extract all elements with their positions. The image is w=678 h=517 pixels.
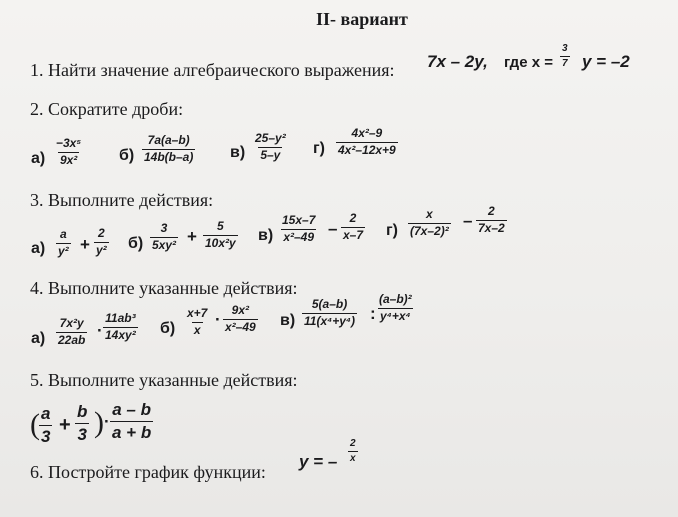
task2-a-label: а) <box>31 150 46 167</box>
task3-b1-denominator: 5xy² <box>152 237 177 252</box>
task2-d-denominator: 4x²–12x+9 <box>338 142 396 157</box>
task3-b2-numerator: 5 <box>217 219 224 233</box>
task5-f2-numerator: b <box>77 402 88 421</box>
task4-a2-numerator: 11ab³ <box>105 311 136 325</box>
task3-a2-numerator: 2 <box>97 226 105 240</box>
task4-a-label: а) <box>31 330 46 347</box>
task4-c1-denominator: 11(x⁴+y⁴) <box>304 313 356 328</box>
task3-d1-numerator: x <box>426 207 433 221</box>
task3-c-fraction-2 <box>341 212 365 243</box>
task4-c-label: в) <box>280 312 296 329</box>
task3-a2-denominator: y² <box>96 242 107 257</box>
task2-a-fraction <box>54 137 83 168</box>
task5-fraction-2 <box>75 402 89 444</box>
task3-b-label: б) <box>128 235 144 252</box>
task1-expression: 7x – 2y, <box>427 52 488 71</box>
task3-b-operator: + <box>187 227 197 246</box>
task3-d2-numerator: 2 <box>488 204 495 218</box>
task3-d1-denominator: (7x–2)² <box>410 223 449 238</box>
task3-d2-denominator: 7x–2 <box>478 220 505 235</box>
task3-b1-numerator: 3 <box>160 221 168 235</box>
task4-a1-denominator: 22ab <box>58 332 86 347</box>
task3-a1-numerator: a <box>59 227 67 241</box>
task4-a1-numerator: 7x²y <box>59 316 84 330</box>
task2-d-label: г) <box>313 140 325 157</box>
task1-text: 1. Найти значение алгебраического выражения: <box>30 60 395 80</box>
task3-a-fraction-1 <box>56 228 71 259</box>
task5-text: 5. Выполните указанные действия: <box>30 370 298 390</box>
task4-b1-numerator: x+7 <box>187 306 208 320</box>
task2-b-fraction <box>142 134 195 165</box>
task2-text: 2. Сократите дроби: <box>30 99 184 119</box>
task4-b-label: б) <box>160 320 176 337</box>
task3-d-fraction-2 <box>476 205 507 236</box>
task3-d-label: г) <box>386 222 398 239</box>
task2-d-fraction <box>336 127 398 158</box>
task4-b2-numerator: 9x² <box>231 303 250 317</box>
task1-x-fraction <box>560 43 570 69</box>
task3-a-operator: + <box>80 235 90 254</box>
task4-c2-numerator: (a–b)² <box>379 292 412 306</box>
task4-b-fraction-2 <box>223 304 258 335</box>
task1-x-numerator: 3 <box>562 43 568 54</box>
task5-f1-denominator: 3 <box>41 426 51 446</box>
task4-b1-denominator: x <box>193 322 201 337</box>
task6-lhs: y = – <box>299 452 338 471</box>
task3-c-fraction-1 <box>280 214 317 245</box>
task3-c2-denominator: x–7 <box>343 227 364 242</box>
task5-f3-numerator: a – b <box>112 400 151 419</box>
task3-a1-denominator: y² <box>58 243 69 258</box>
task2-c-numerator: 25–y² <box>255 131 286 145</box>
task4-a2-denominator: 14xy² <box>105 327 136 342</box>
task2-c-label: в) <box>230 144 246 161</box>
task2-c-denominator: 5–y <box>260 147 281 162</box>
task3-c-operator: – <box>328 219 338 238</box>
task5-close-paren: ) <box>94 406 104 439</box>
task4-a-fraction-1 <box>56 317 87 348</box>
task4-c-fraction-1 <box>302 298 357 329</box>
task1-y-value: y = –2 <box>582 52 630 71</box>
task5-f1-numerator: a <box>41 404 51 423</box>
task4-b-fraction-1 <box>185 307 209 338</box>
task3-a-label: а) <box>31 240 46 257</box>
task4-c1-numerator: 5(a–b) <box>311 297 348 311</box>
task3-c1-denominator: x²–49 <box>283 229 315 244</box>
task2-b-numerator: 7a(a–b) <box>147 133 190 147</box>
task4-a-operator: · <box>97 321 103 340</box>
task3-b-fraction-2 <box>203 220 238 251</box>
task5-fraction-1 <box>39 404 52 446</box>
task4-c-operator: : <box>370 304 376 323</box>
task3-c1-numerator: 15x–7 <box>282 213 316 227</box>
task6-text: 6. Постройте график функции: <box>30 462 266 482</box>
task4-a-fraction-2 <box>103 312 138 343</box>
task6-numerator: 2 <box>350 438 356 449</box>
task4-b2-denominator: x²–49 <box>225 319 256 334</box>
task3-c2-numerator: 2 <box>349 211 357 225</box>
variant-title: II- вариант <box>316 9 408 29</box>
task2-a-numerator: −3x⁵ <box>56 136 82 150</box>
task5-open-paren: ( <box>30 408 40 441</box>
task3-d-operator: – <box>463 211 473 230</box>
task5-dot-operator: · <box>104 412 110 431</box>
task4-text: 4. Выполните указанные действия: <box>30 278 298 298</box>
task3-d-fraction-1 <box>408 208 451 239</box>
task2-b-denominator: 14b(b–a) <box>144 149 194 164</box>
task6-fraction <box>348 438 358 464</box>
task2-a-denominator: 9x² <box>59 152 78 167</box>
task3-a-fraction-2 <box>94 227 109 258</box>
task5-plus-operator: + <box>59 414 71 436</box>
task5-f2-denominator: 3 <box>77 424 87 444</box>
task2-b-label: б) <box>119 147 135 164</box>
task3-b2-denominator: 10x²y <box>205 235 236 250</box>
task3-b-fraction-1 <box>150 222 178 253</box>
task1-where: где x = <box>504 54 553 71</box>
task3-text: 3. Выполните действия: <box>30 190 214 210</box>
task4-c-fraction-2 <box>377 293 414 324</box>
task3-c-label: в) <box>258 227 274 244</box>
task4-c2-denominator: y⁴+x⁴ <box>380 308 411 323</box>
task4-b-operator: · <box>215 310 221 329</box>
task5-fraction-3 <box>110 400 153 442</box>
task2-c-fraction <box>253 132 288 163</box>
task6-denominator: x <box>350 452 356 464</box>
task1-x-denominator: 7 <box>562 57 568 69</box>
task2-d-numerator: 4x²–9 <box>351 126 383 140</box>
task5-f3-denominator: a + b <box>112 422 152 442</box>
